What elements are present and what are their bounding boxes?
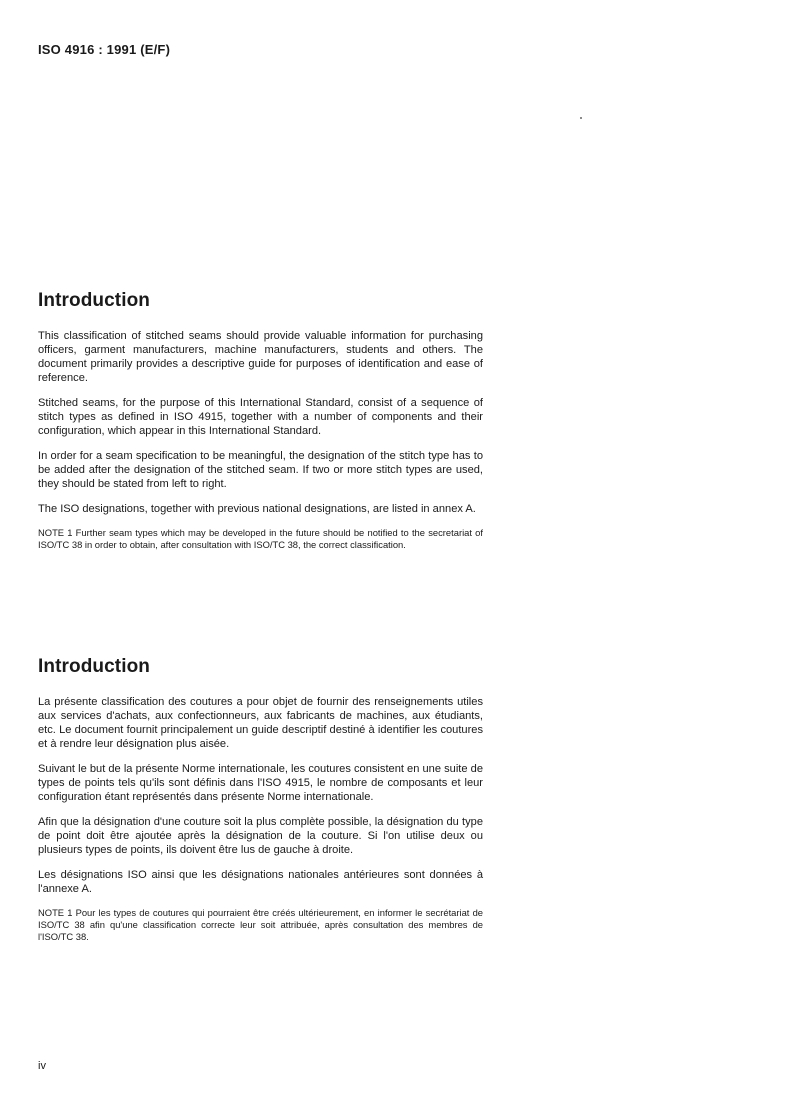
french-paragraph-2: Suivant le but de la présente Norme internationale, les coutures consistent en une suite de types de points tels qu'ils sont définis dans l'ISO 4915, le nombre de composants et leur configuration étant représentés dans présente Norme internationale. (38, 763, 483, 803)
french-note: NOTE 1 Pour les types de coutures qui pourraient être créés ultérieurement, en informer le secrétariat de ISO/TC 38 afin qu'une classification correcte leur soit attribuée, après consultation des membres de l'ISO/TC 38. (38, 907, 483, 942)
document-header: ISO 4916 : 1991 (E/F) (38, 42, 171, 57)
french-paragraph-1: La présente classification des coutures a pour objet de fournir des renseignements utiles aux services d'achats, aux confectionneurs, aux fabricants de machines, aux étudiants, etc. Le document fournit principalement un guide descriptif destiné à identifier les coutures et à rendre leur désignation plus aisée. (38, 696, 483, 750)
english-section-title: Introduction (38, 290, 151, 311)
english-paragraph-3: In order for a seam specification to be meaningful, the designation of the stitch type has to be added after the designation of the stitched seam. If two or more stitch types are used, they should be stated from left to right. (38, 450, 483, 490)
scan-speck (580, 117, 582, 119)
english-paragraph-4: The ISO designations, together with previous national designations, are listed in annex A. (38, 503, 476, 515)
page-number: iv (38, 1060, 46, 1072)
french-section-title: Introduction (38, 656, 151, 677)
french-introduction (38, 656, 483, 954)
english-introduction (38, 290, 483, 562)
english-note: NOTE 1 Further seam types which may be developed in the future should be notified to the secretariat of ISO/TC 38 in order to obtain, after consultation with ISO/TC 38, the correct classification. (38, 527, 483, 550)
french-paragraph-3: Afin que la désignation d'une couture soit la plus complète possible, la désignation du type de point doit être ajoutée après la désignation de la couture. Si l'on utilise deux ou plusieurs types de points, ils doivent être lus de gauche à droite. (38, 816, 483, 856)
french-paragraph-4: Les désignations ISO ainsi que les désignations nationales antérieures sont données à l'annexe A. (38, 869, 483, 895)
english-paragraph-1: This classification of stitched seams should provide valuable information for purchasing officers, garment manufacturers, machine manufacturers, students and others. The document primarily provides a descriptive guide for purposes of identification and ease of reference. (38, 330, 483, 384)
english-paragraph-2: Stitched seams, for the purpose of this International Standard, consist of a sequence of stitch types as defined in ISO 4915, together with a number of components and their configuration, which appear in this International Standard. (38, 397, 483, 437)
